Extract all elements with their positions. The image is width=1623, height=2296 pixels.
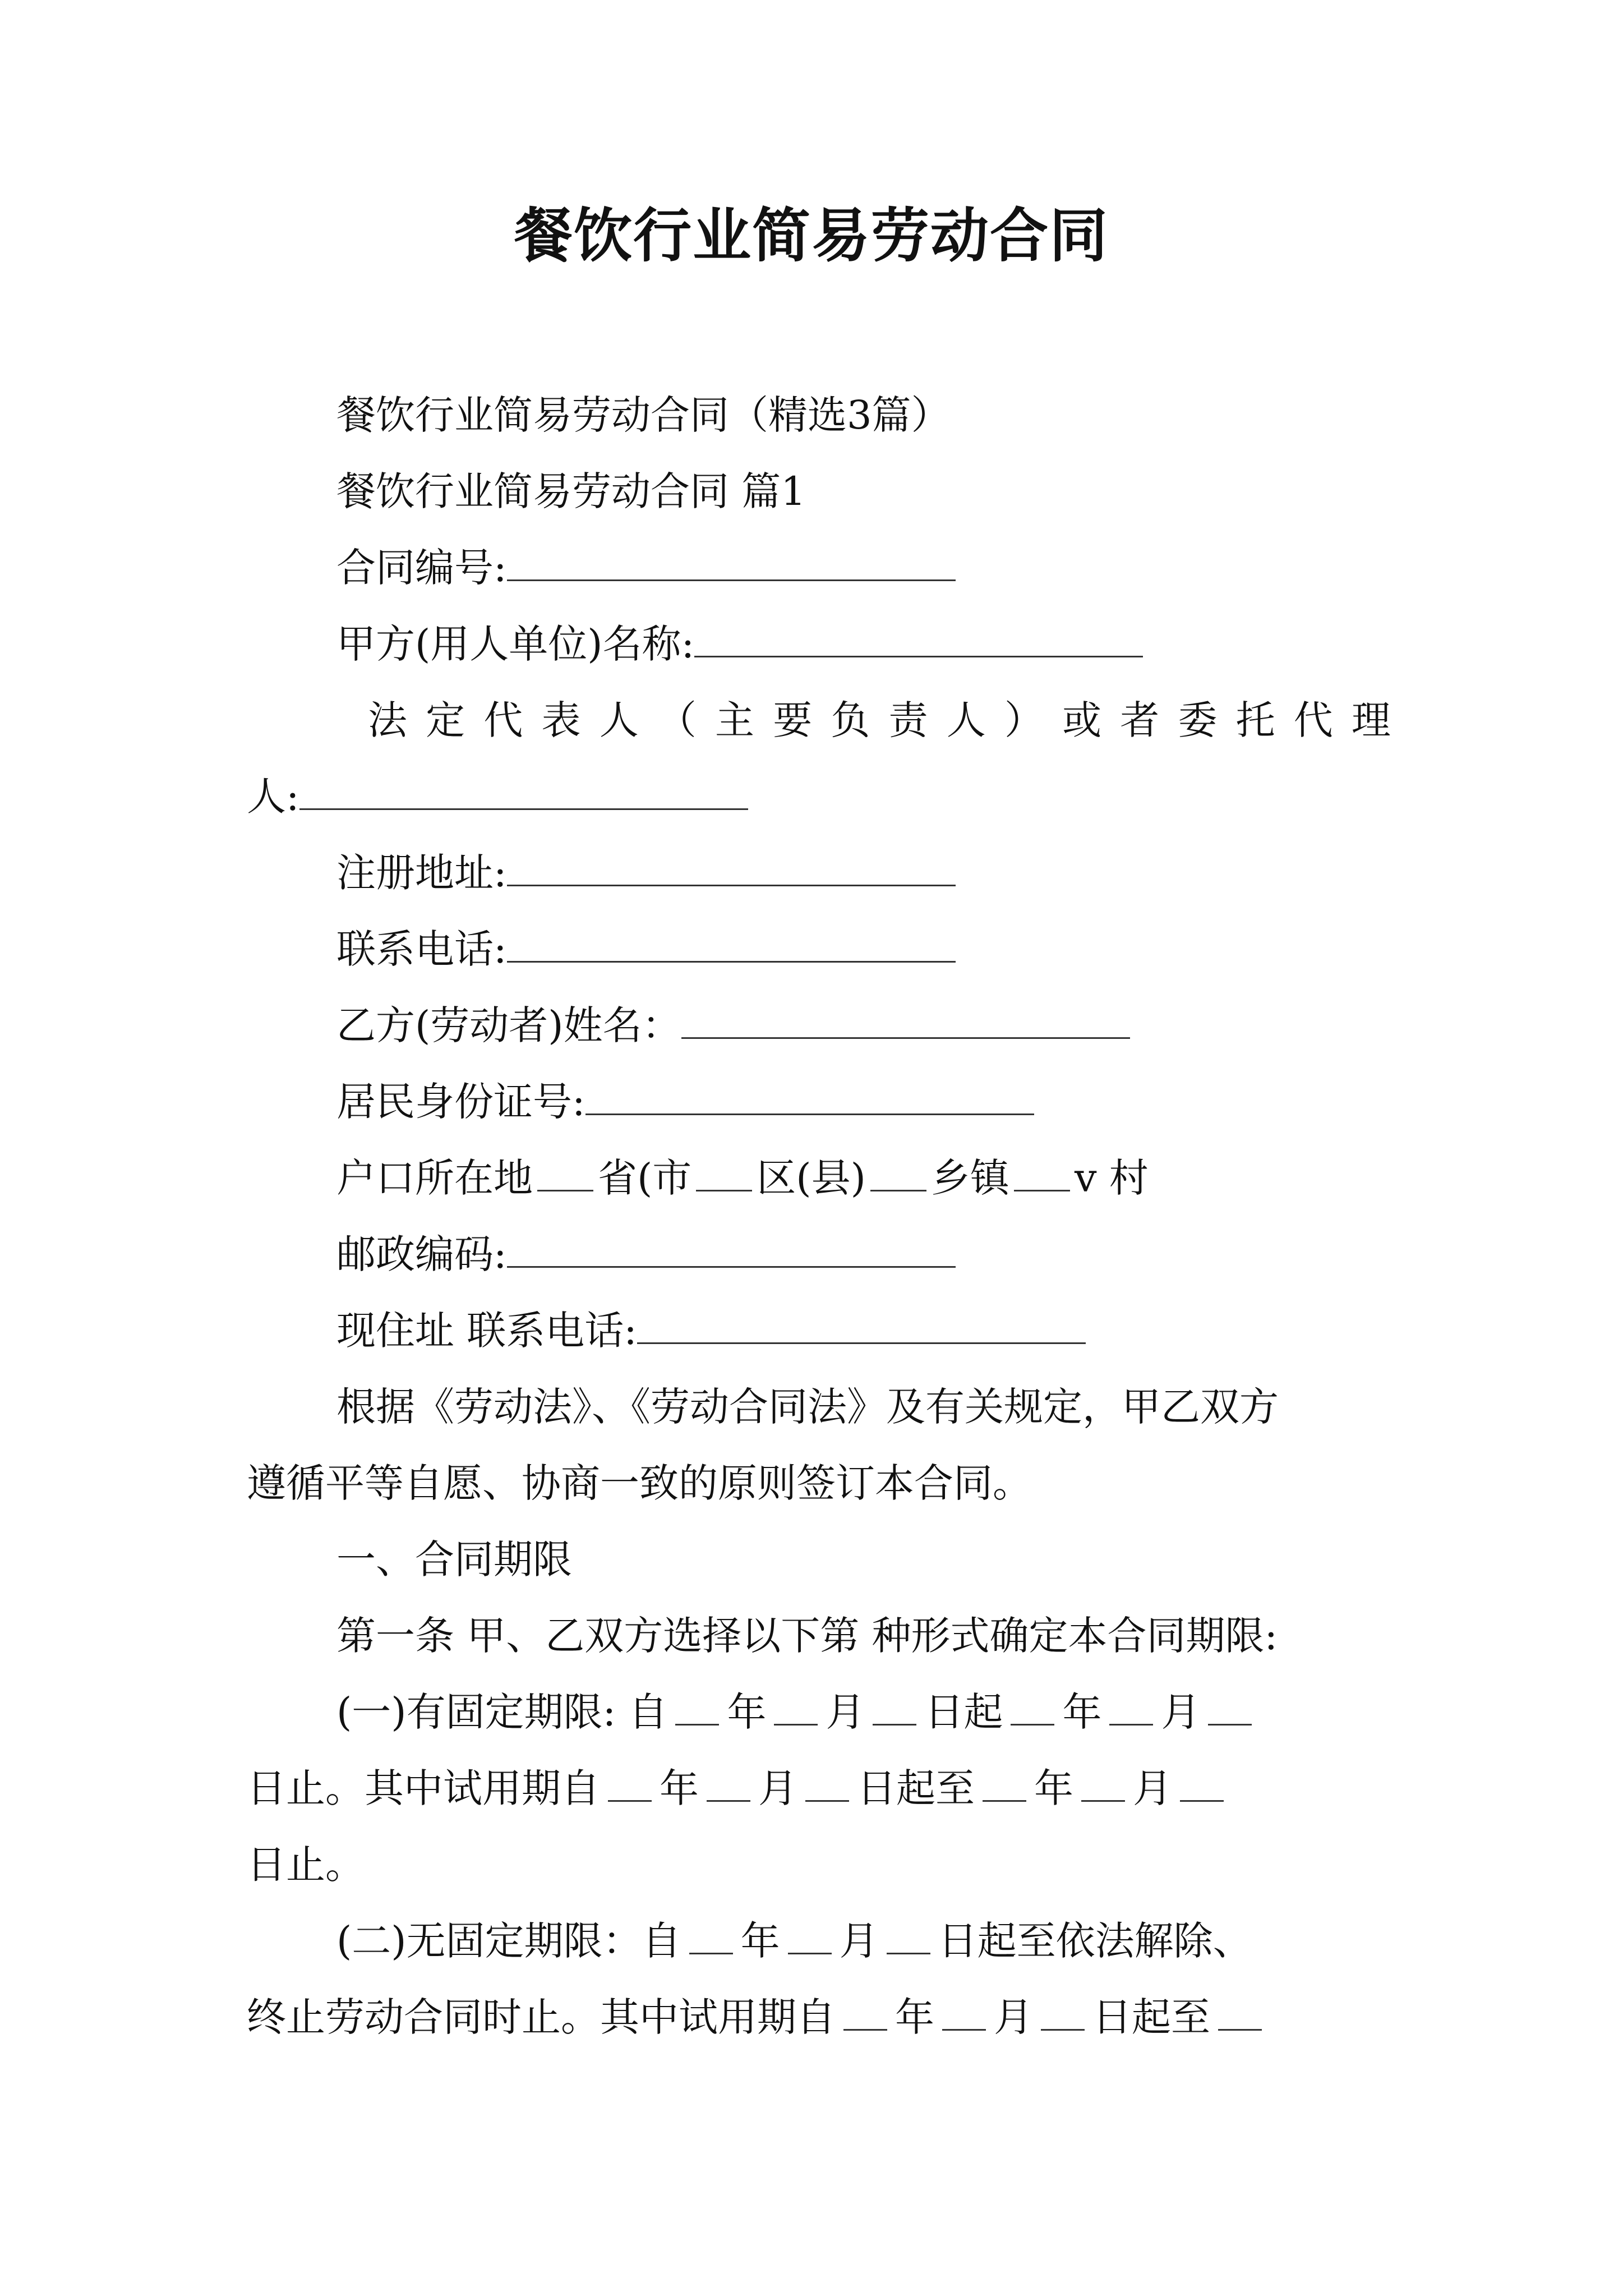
open-term-probation-text: 终止劳动合同时止。其中试用期自 [247,1994,836,2040]
hukou-label: 户口所在地 [336,1155,533,1201]
phone-blank [507,926,956,963]
legal-representative-field [247,769,1391,825]
party-a-name-field [247,616,1391,672]
legal-rep-char: （ [657,697,697,743]
fixed-term-line-3: 日止。 [247,1842,365,1888]
current-address-field [247,1303,1391,1359]
fixed-term-text: (一)有固定期限: 自 [336,1689,668,1735]
hukou-blank [1014,1155,1070,1191]
legal-rep-char: 法 [368,697,407,743]
document-title: 餐饮行业简易劳动合同 [514,201,1109,270]
date-blank [873,1689,916,1726]
legal-rep-char: 定 [426,697,465,743]
legal-rep-char: 负 [831,697,870,743]
legal-rep-blank [299,774,748,810]
year-label: 年 [660,1765,699,1811]
id-number-field [247,1074,1391,1130]
year-label: 年 [895,1994,934,2040]
hukou-blank [537,1155,593,1191]
month-label: 月 [826,1689,865,1735]
contract-number-blank [507,545,956,581]
month-label: 月 [994,1994,1033,2040]
legal-rep-char: 委 [1178,697,1218,743]
year-label: 年 [740,1918,780,1964]
part-heading: 餐饮行业简易劳动合同 篇1 [336,468,806,514]
legal-rep-char: 责 [888,697,928,743]
year-label: 年 [1062,1689,1102,1735]
legal-rep-char: 代 [483,697,523,743]
date-blank [843,1994,887,2031]
date-blank [1081,1765,1125,1802]
postal-code-blank [507,1231,956,1268]
date-blank [608,1765,652,1802]
contract-number-label: 合同编号: [336,545,507,591]
date-blank [1041,1994,1085,2031]
hukou-field [247,1150,1391,1206]
contract-number-field [247,540,1391,596]
date-blank [942,1994,986,2031]
date-blank [1011,1689,1054,1726]
month-label: 月 [758,1765,797,1811]
day-label: 日起至 [1092,1994,1210,2040]
open-term-line-1 [247,1913,1391,1969]
id-number-blank [585,1079,1034,1115]
date-blank [689,1918,733,1954]
basis-paragraph-line-1: 根据《劳动法》、《劳动合同法》及有关规定，甲乙双方 [336,1384,1279,1430]
probation-text: 日止。其中试用期自 [247,1765,600,1811]
date-blank [1180,1765,1224,1802]
date-blank [805,1765,849,1802]
year-label: 年 [1034,1765,1073,1811]
basis-paragraph-line-2: 遵循平等自愿、协商一致的原则签订本合同。 [247,1460,1032,1506]
id-number-label: 居民身份证号: [336,1079,585,1125]
year-label: 年 [727,1689,767,1735]
hukou-district: 区(县) [757,1155,866,1201]
legal-rep-char: 要 [773,697,813,743]
current-address-label: 现住址 联系电话: [336,1308,637,1354]
date-blank [788,1918,832,1954]
date-blank [1109,1689,1153,1726]
party-b-name-label: 乙方(劳动者)姓名： [336,1002,681,1048]
month-label: 月 [1133,1765,1172,1811]
legal-rep-char: 表 [541,697,581,743]
date-blank [983,1765,1026,1802]
legal-rep-char: 人 [946,697,986,743]
date-blank [1208,1689,1252,1726]
open-term-text: (二)无固定期限：自 [336,1918,681,1964]
registered-address-blank [507,850,956,886]
day-label: 日起 [924,1689,1003,1735]
legal-rep-char: 者 [1120,697,1160,743]
registered-address-label: 注册地址: [336,850,507,896]
hukou-blank [870,1155,926,1191]
hukou-blank [696,1155,752,1191]
date-blank [774,1689,818,1726]
registered-address-field [247,845,1391,901]
party-b-name-field [247,997,1391,1053]
party-a-name-blank [694,621,1143,657]
month-label: 月 [839,1918,879,1964]
subtitle: 餐饮行业简易劳动合同（精选3篇） [336,392,951,438]
legal-rep-char: 代 [1293,697,1333,743]
date-blank [887,1918,930,1954]
hukou-town: 乡镇 [930,1155,1009,1201]
current-address-blank [637,1308,1086,1344]
day-label: 日起至 [857,1765,975,1811]
month-label: 月 [1161,1689,1201,1735]
legal-rep-char: 理 [1351,697,1391,743]
date-blank [707,1765,750,1802]
postal-code-label: 邮政编码: [336,1231,507,1277]
open-term-line-2 [247,1989,1391,2045]
legal-rep-char: 人 [599,697,639,743]
day-label: 日起至依法解除、 [938,1918,1252,1964]
party-a-name-label: 甲方(用人单位)名称: [336,621,695,667]
article-1: 第一条 甲、乙双方选择以下第 种形式确定本合同期限: [336,1613,1278,1659]
party-b-name-blank [681,1002,1130,1039]
legal-representative-label [247,692,1391,748]
fixed-term-line-1 [247,1684,1391,1740]
date-blank [675,1689,719,1726]
legal-rep-char: ） [1004,697,1044,743]
legal-rep-char: 或 [1062,697,1102,743]
legal-rep-char: 主 [715,697,755,743]
postal-code-field [247,1226,1391,1282]
phone-field [247,921,1391,977]
section-heading-term: 一、合同期限 [336,1536,572,1582]
fixed-term-line-2 [247,1760,1391,1816]
phone-label: 联系电话: [336,926,507,972]
date-blank [1218,1994,1262,2031]
hukou-province: 省(市 [598,1155,692,1201]
legal-rep-end-label: 人: [247,774,299,820]
legal-rep-char: 托 [1235,697,1275,743]
hukou-village: v 村 [1074,1155,1149,1201]
